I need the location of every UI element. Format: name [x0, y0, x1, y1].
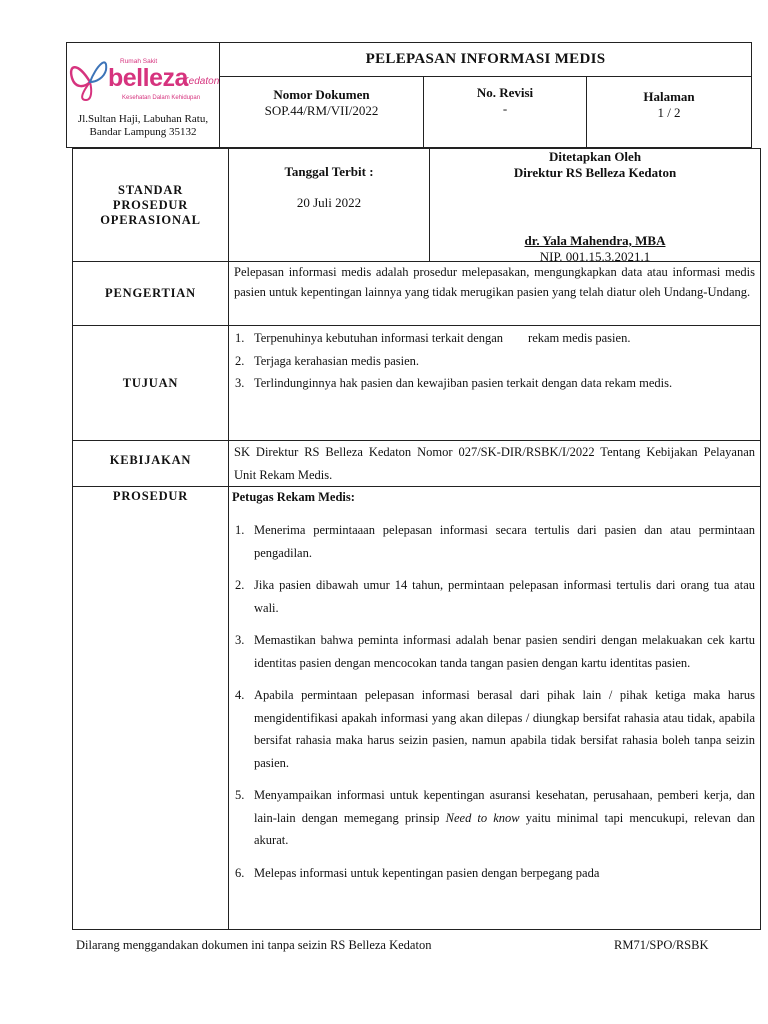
ditetapkan-line-2: Direktur RS Belleza Kedaton	[513, 165, 677, 180]
prosedur-content-cell	[228, 486, 761, 930]
list-item: 3. Memastikan bahwa peminta informasi adalah benar pasien sendiri dengan melakuakan cek kartu identitas pasien dengan mencocokan tanda tangan pasien dengan kartu identitas pasien.	[235, 633, 755, 670]
list-item: 1. Terpenuhinya kebutuhan informasi terkait dengan rekam medis pasien.	[235, 331, 631, 345]
list-item: 4. Apabila permintaan pelepasan informasi berasal dari pihak lain / pihak ketiga maka harus mengidentifikasi apakah informasi yang akan dilepas / diungkap bersifat rahasia atau tidak, apabila bersifat rahasia maka harus seizin pasien, namun apabila tidak bersifat rahasia boleh tanpa seizin pasien.	[235, 688, 755, 770]
nomor-dokumen-value: SOP.44/RM/VII/2022	[264, 103, 379, 118]
tujuan-list	[232, 327, 755, 395]
list-item: 3. Terlindunginnya hak pasien dan kewajiban pasien terkait dengan data rekam medis.	[235, 376, 673, 390]
halaman-cell	[586, 76, 752, 148]
hospital-address	[66, 113, 220, 139]
kebijakan-label: KEBIJAKAN	[109, 453, 192, 467]
tujuan-label: TUJUAN	[122, 376, 179, 390]
tanggal-terbit-label: Tanggal Terbit :	[284, 164, 374, 179]
no-revisi-cell	[423, 76, 587, 148]
logo-tagline: Kesehatan Dalam Kehidupan	[122, 95, 201, 101]
address-line-2: Bandar Lampung 35132	[89, 126, 197, 138]
footer-code: RM71/SPO/RSBK	[614, 938, 709, 952]
nomor-dokumen-label: Nomor Dokumen	[273, 87, 370, 102]
tujuan-content-cell	[228, 325, 761, 441]
pengertian-label-cell	[72, 261, 229, 326]
tanggal-terbit-cell	[228, 148, 430, 262]
signer-name: dr. Yala Mahendra, MBA	[524, 233, 666, 248]
prosedur-label: PROSEDUR	[112, 489, 189, 503]
logo-small-text: Rumah Sakit	[120, 58, 158, 65]
no-revisi-label: No. Revisi	[476, 85, 534, 100]
butterfly-logo-icon	[68, 52, 112, 104]
list-item: 2. Terjaga kerahasian medis pasien.	[235, 353, 420, 368]
signer-nip: NIP. 001.15.3.2021.1	[539, 249, 651, 264]
logo-sub-text: Kedaton	[182, 76, 220, 87]
list-item: 1. Menerima permintaaan pelepasan informasi secara tertulis dari pasien dan atau permintaan pengadilan.	[235, 523, 755, 560]
kebijakan-label-cell	[72, 440, 229, 487]
tanggal-terbit-value: 20 Juli 2022	[296, 195, 362, 210]
pengertian-label: PENGERTIAN	[105, 286, 196, 300]
list-item: 6. Melepas informasi untuk kepentingan pasien dengan berpegang pada	[235, 865, 600, 880]
sop-label-line-2: PROSEDUR	[112, 198, 189, 212]
prosedur-label-cell	[72, 486, 229, 930]
kebijakan-text: SK Direktur RS Belleza Kedaton Nomor 027/SK-DIR/RSBK/I/2022 Tentang Kebijakan Pelayanan Unit Rekam Medis.	[234, 445, 755, 482]
prosedur-list	[232, 519, 755, 884]
list-item: 2. Jika pasien dibawah umur 14 tahun, permintaan pelepasan informasi tertulis dari orang tua atau wali.	[235, 578, 755, 615]
kebijakan-content-cell	[228, 440, 761, 487]
halaman-label: Halaman	[643, 89, 695, 104]
hospital-logo	[68, 48, 218, 110]
pengertian-content-cell	[228, 261, 761, 326]
ditetapkan-cell	[429, 148, 761, 262]
footer-notice: Dilarang menggandakan dokumen ini tanpa seizin RS Belleza Kedaton	[76, 938, 432, 952]
logo-brand-text: belleza	[108, 64, 188, 92]
sop-label-line-3: OPERASIONAL	[100, 213, 201, 227]
no-revisi-value: -	[502, 101, 508, 116]
halaman-value: 1 / 2	[657, 105, 681, 120]
tujuan-label-cell	[72, 325, 229, 441]
list-item: 5. Menyampaikan informasi untuk kepentingan asuransi kesehatan, perusahaan, pemberi kerja, dan lain-lain dengan memegang prinsip Need to know yaitu minimal tapi mencukupi, relevan dan akurat.	[235, 788, 755, 847]
nomor-dokumen-cell	[219, 76, 424, 148]
sop-label-line-1: STANDAR	[117, 183, 184, 197]
address-line-1: Jl.Sultan Haji, Labuhan Ratu,	[77, 113, 209, 125]
pengertian-text: Pelepasan informasi medis adalah prosedur melepasakan, mengungkapkan data atau informasi medis pasien untuk kepentingan lainnya yang tidak merugikan pasien yang telah diatur oleh Undang-Undang.	[234, 265, 755, 299]
document-title: PELEPASAN INFORMASI MEDIS	[219, 42, 752, 77]
sop-label-cell	[72, 148, 229, 262]
prosedur-heading: Petugas Rekam Medis:	[232, 490, 355, 504]
ditetapkan-line-1: Ditetapkan Oleh	[548, 149, 642, 164]
